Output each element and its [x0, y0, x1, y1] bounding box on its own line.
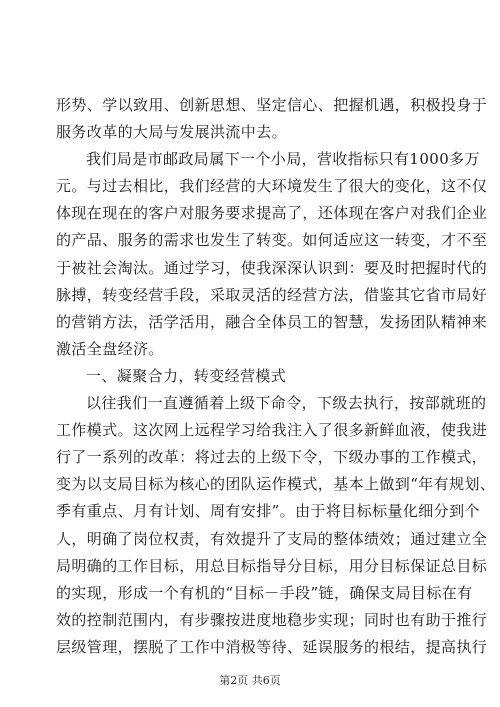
page-number-footer: 第2页 共6页 — [219, 674, 281, 687]
text-line: 层级管理，摆脱了工作中消极等待、延误服务的根结，提高执行 — [56, 637, 488, 656]
text-line: 的产品、服务的需求也发生了转变。如何适应这一转变，才不至 — [56, 231, 488, 250]
text-line: 行了一系列的改革：将过去的上级下令，下级办事的工作模式， — [56, 448, 488, 467]
text-line: 工作模式。这次网上远程学习给我注入了很多新鲜血液，使我进 — [56, 421, 488, 440]
text-line: 变为以支局目标为核心的团队运作模式，基本上做到“年有规划、 — [56, 475, 496, 494]
text-line: 服务改革的大局与发展洪流中去。 — [56, 123, 288, 142]
text-line: 元。与过去相比，我们经营的大环境发生了很大的变化，这不仅 — [56, 177, 488, 196]
text-line: 以往我们一直遵循着上级下命令，下级去执行，按部就班的 — [86, 394, 487, 413]
text-line: 激活全盘经济。 — [56, 339, 164, 358]
text-line: 脉搏，转变经营手段，采取灵活的经营方法，借鉴其它省市局好 — [56, 285, 488, 304]
text-line: 体现在现在的客户对服务要求提高了，还体现在客户对我们企业 — [56, 204, 488, 223]
text-line: 季有重点、月有计划、周有安排”。由于将目标标量化细分到个 — [56, 502, 480, 521]
text-line: 形势、学以致用、创新思想、坚定信心、把握机遇，积极投身于 — [56, 96, 488, 114]
text-line: 我们局是市邮政局属下一个小局，营收指标只有1000多万 — [86, 150, 480, 169]
text-line: 于被社会淘汰。通过学习，使我深深认识到：要及时把握时代的 — [56, 258, 488, 277]
document-body — [56, 92, 496, 661]
text-line: 的营销方法，活学活用，融合全体员工的智慧，发扬团队精神来 — [56, 312, 488, 331]
text-line: 人，明确了岗位权责，有效提升了支局的整体绩效；通过建立全 — [56, 529, 488, 548]
text-line: 局明确的工作目标，用总目标指导分目标，用分目标保证总目标 — [56, 556, 488, 575]
text-line: 的实现，形成一个有机的“目标－手段”链，确保支局目标在有 — [56, 583, 473, 602]
text-line: 效的控制范围内，有步骤按进度地稳步实现；同时也有助于推行 — [56, 610, 488, 629]
section-heading: 一、凝聚合力，转变经营模式 — [86, 366, 287, 385]
